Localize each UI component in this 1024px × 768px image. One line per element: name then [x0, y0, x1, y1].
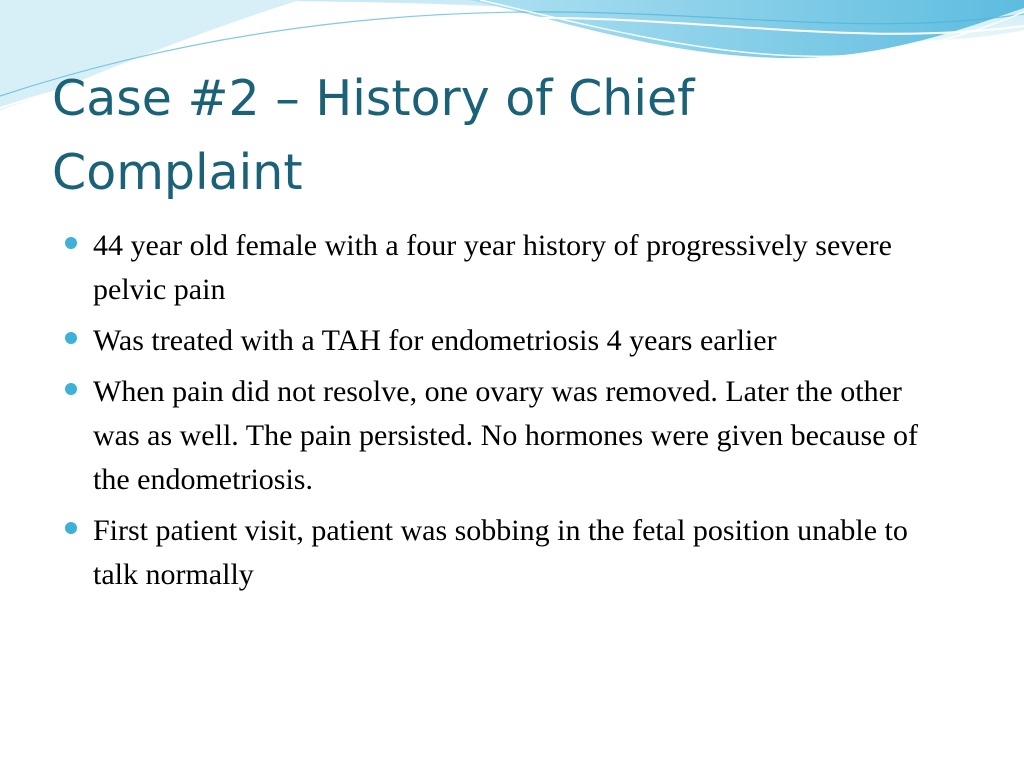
bullet-item: [60, 509, 940, 597]
bullet-dot-icon: [65, 522, 77, 534]
bullet-item: [60, 224, 940, 312]
bullet-text: When pain did not resolve, one ovary was removed. Later the other was as well. The pain persisted. No hormones were given because of the endometriosis.: [93, 375, 919, 496]
bullet-dot-icon: [65, 332, 77, 344]
bullet-dot-icon: [65, 237, 77, 249]
slide-title: [52, 62, 952, 210]
title-line-1: Case #2 – History of Chief: [52, 70, 695, 127]
bullet-text: 44 year old female with a four year history of progressively severe pelvic pain: [93, 229, 892, 306]
bullet-item: [60, 370, 940, 502]
bullet-item: [60, 319, 940, 363]
bullet-dot-icon: [65, 383, 77, 395]
bullet-text: Was treated with a TAH for endometriosis 4 years earlier: [93, 324, 777, 357]
bullet-list: [60, 224, 940, 604]
title-line-2: Complaint: [52, 144, 303, 201]
bullet-text: First patient visit, patient was sobbing in the fetal position unable to talk normally: [93, 514, 908, 591]
